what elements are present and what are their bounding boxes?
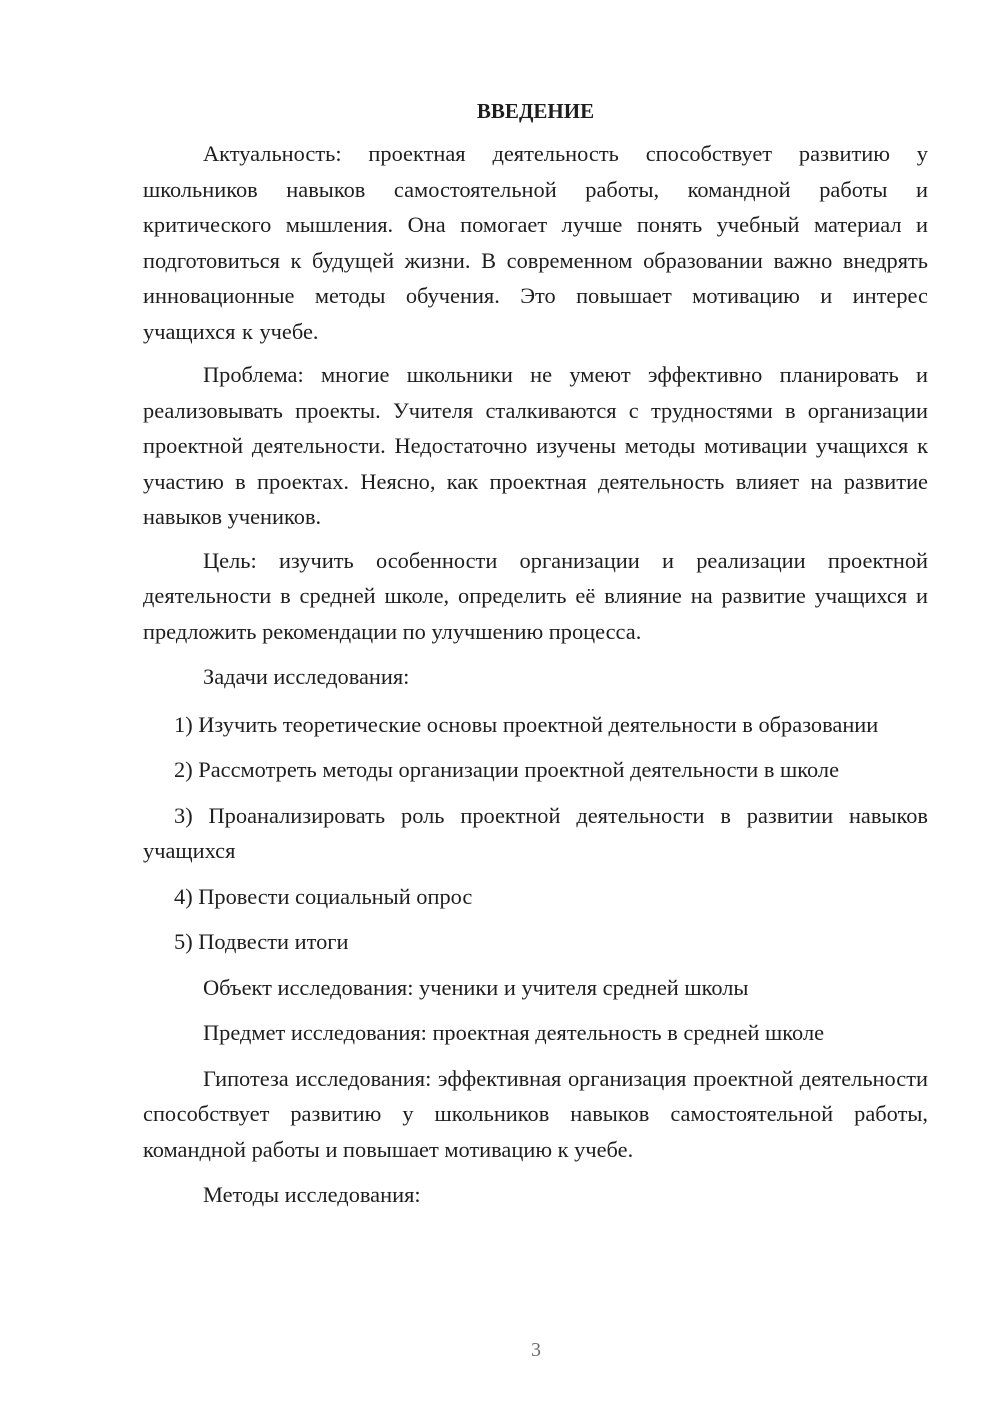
tasks-heading: Задачи исследования: [203, 664, 410, 689]
page-number: 3 [531, 1339, 541, 1361]
subject-paragraph: Предмет исследования: проектная деятельность в средней школе [203, 1020, 825, 1045]
section-title: ВВЕДЕНИЕ [476, 99, 595, 123]
hypothesis-paragraph: Гипотеза исследования: эффективная организация проектной деятельности способствует развитию у школьников навыков самостоятельной работы, командной работы и повышает мотивацию к учебе. [143, 1065, 928, 1162]
relevance-paragraph: Актуальность: проектная деятельность способствует развитию у школьников навыков самостоятельной работы, командной работы и критического мышления. Она помогает лучше понять учебный материал и подготовиться к будущей жизни. В современном образовании важно внедрять инновационные методы обучения. Это повышает мотивацию и интерес учащихся к учебе. [143, 141, 928, 344]
methods-heading: Методы исследования: [203, 1182, 421, 1207]
list-item: 4) Провести социальный опрос [174, 883, 473, 909]
list-item: 1) Изучить теоретические основы проектной деятельности в образовании [174, 711, 879, 737]
list-item: 3) Проанализировать роль проектной деятельности в развитии навыков учащихся [143, 802, 928, 863]
list-item: 5) Подвести итоги [174, 929, 349, 954]
problem-paragraph: Проблема: многие школьники не умеют эффективно планировать и реализовывать проекты. Учителя сталкиваются с трудностями в организации проектной деятельности. Недостаточно изучены методы мотивации учащихся к участию в проектах. Неясно, как проектная деятельность влияет на развитие навыков учеников. [143, 362, 928, 529]
document-page [143, 94, 928, 1213]
list-item: 2) Рассмотреть методы организации проектной деятельности в школе [174, 757, 840, 782]
goal-paragraph: Цель: изучить особенности организации и реализации проектной деятельности в средней школе, определить её влияние на развитие учащихся и предложить рекомендации по улучшению процесса. [143, 547, 928, 644]
tasks-list [143, 707, 928, 960]
object-paragraph: Объект исследования: ученики и учителя средней школы [203, 974, 749, 1000]
